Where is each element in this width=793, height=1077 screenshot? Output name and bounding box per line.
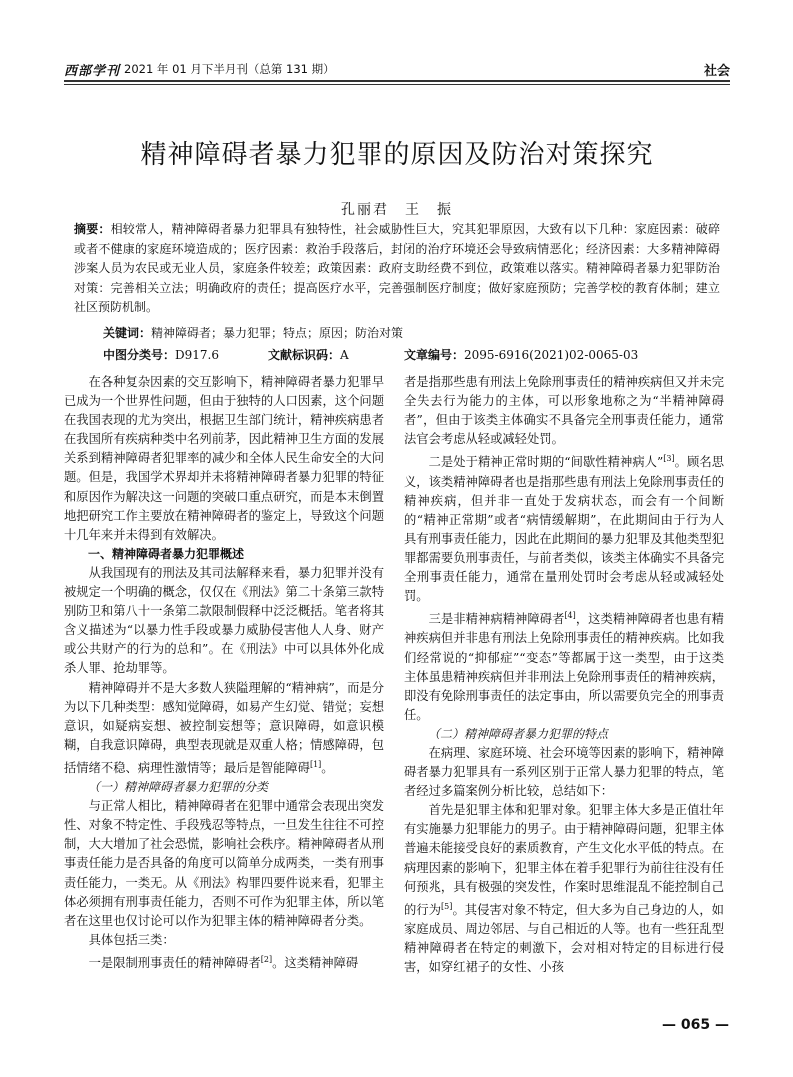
issue-info: 2021 年 01 月下半月刊（总第 131 期） xyxy=(124,62,335,76)
abstract-text: 相较常人，精神障碍者暴力犯罪具有独特性，社会威胁性巨大，究其犯罪原因，大致有以下几种：家庭因素：破碎或者不健康的家庭环境造成的；医疗因素：救治手段落后，封闭的治疗环境还会导致病情恶化；经济因素：大多精神障碍涉案人员为农民或无业人员，家庭条件较差；政策因素：政府支助经费不到位，政策难以落实。精神障碍者暴力犯罪防治对策：完善相关立法；明确政府的责任；提高医疗水平，完善强制医疗制度；做好家庭预防；完善学校的教育体制；建立社区预防机制。 xyxy=(74,222,720,314)
paragraph-text: 在各种复杂因素的交互影响下，精神障碍者暴力犯罪早已成为一个世界性问题，但由于独特的人口因素，这个问题在我国表现的尤为突出，根据卫生部门统计，精神疾病患者在我国所有疾病种类中名列前茅，因此精神卫生方面的发展关系到精神障碍者犯罪率的减少和全体人民生命安全的大问题。但是，我国学术界却并未将精神障碍者暴力犯罪的特征和原因作为解决这一问题的突破口重点研究，而是本末倒置地把研究工作主要放在精神障碍者的鉴定上，导致这个问题十几年来并未得到有效解决。 xyxy=(64,375,384,542)
journal-logo: 西部学刊 xyxy=(64,64,121,79)
section-label: 社会 xyxy=(703,64,730,79)
body-paragraph xyxy=(64,931,384,950)
abstract-label: 摘要： xyxy=(74,222,111,236)
article-title: 精神障碍者暴力犯罪的原因及防治对策探究 xyxy=(140,140,654,170)
paragraph-text: （二）精神障碍者暴力犯罪的特点 xyxy=(428,726,609,741)
citation-ref: [4] xyxy=(564,611,576,621)
paragraph-text: 首先是犯罪主体和犯罪对象。犯罪主体大多是正值壮年有实施暴力犯罪能力的男子。由于精神障碍问题，犯罪主体普遍未能接受良好的素质教育，产生文化水平低的特点。在病理因素的影响下，犯罪主体在着手犯罪行为前往往没有任何预兆，具有极强的突发性，作案时思维混乱不能控制自己的行为 xyxy=(404,803,724,917)
paragraph-text: 具体包括三类： xyxy=(88,932,175,947)
body-right-column xyxy=(404,373,724,977)
paragraph-text-tail: 。其侵害对象不特定，但大多为自己身边的人，如家庭成员、周边邻居、与自己相近的人等。也有一些狂乱型精神障碍者在特定的刺激下，会对相对特定的目标进行侵害，如穿红裙子的女性、小孩 xyxy=(404,902,724,975)
paragraph-text: 三是非精神病精神障碍者 xyxy=(428,612,565,627)
doc-label: 文献标识码： xyxy=(268,348,341,362)
paragraph-text: 二是处于精神正常时期的“间歇性精神病人” xyxy=(428,455,664,470)
citation-ref: [1] xyxy=(309,759,322,769)
clc-label: 中图分类号： xyxy=(103,348,176,362)
doc-code xyxy=(268,346,349,363)
body-paragraph xyxy=(404,606,724,725)
paragraph-text: 精神障碍并不是大多数人狭隘理解的“精神病”，而是分为以下几种类型：感知觉障碍，如易产生幻觉、错觉；妄想意识，如疑病妄想、被控制妄想等；意识障碍，如意识模糊，自我意识障碍，典型表现就是双重人格；情感障碍，包括情绪不稳、病理性激情等；最后是智能障碍 xyxy=(64,680,384,775)
body-paragraph xyxy=(64,797,384,931)
header-rule xyxy=(64,80,730,82)
keywords xyxy=(103,324,403,341)
page-number: — 065 — xyxy=(662,1017,729,1033)
subsection-heading xyxy=(64,778,384,797)
art-label: 文章编号： xyxy=(404,348,465,362)
paragraph-text: 者是指那些患有刑法上免除刑事责任的精神疾病但又并未完全失去行为能力的主体，可以形象地称之为“半精神障碍者”，但由于该类主体确实不具备完全刑事责任能力，通常法官会考虑从轻或减轻处罚。 xyxy=(404,375,724,447)
body-paragraph xyxy=(64,564,384,679)
abstract xyxy=(74,220,720,318)
body-paragraph xyxy=(404,449,724,606)
article-authors: 孔丽君 王 振 xyxy=(341,202,453,218)
paragraph-text: （一）精神障碍者暴力犯罪的分类 xyxy=(88,780,269,795)
article-number xyxy=(404,346,638,363)
paragraph-text-tail: 。 xyxy=(321,760,334,775)
body-paragraph xyxy=(404,373,724,449)
keywords-text: 精神障碍者；暴力犯罪；特点；原因；防治对策 xyxy=(151,326,404,340)
body-paragraph xyxy=(64,679,384,779)
subsection-heading xyxy=(404,725,724,744)
art-value: 2095-6916(2021)02-0065-03 xyxy=(464,348,639,362)
paragraph-text-tail: 。这类精神障碍 xyxy=(272,956,359,970)
paragraph-text: 一是限制刑事责任的精神障碍者 xyxy=(88,956,261,970)
paragraph-text: 一、精神障碍者暴力犯罪概述 xyxy=(88,546,245,561)
clc-number xyxy=(103,346,219,363)
body-left-column xyxy=(64,373,384,973)
body-paragraph xyxy=(64,373,384,545)
clc-value: D917.6 xyxy=(175,348,219,362)
keywords-label: 关键词： xyxy=(103,326,152,340)
body-paragraph xyxy=(404,801,724,977)
body-paragraph xyxy=(404,744,724,801)
paragraph-text: 从我国现有的刑法及其司法解释来看，暴力犯罪并没有被规定一个明确的概念，仅仅在《刑法》第二十条第三款特别防卫和第八十一条第二款限制假释中泛泛概括。笔者将其含义描述为“以暴力性手段或暴力威胁侵害他人人身、财产或公共财产的行为的总和”。在《刑法》中可以具体外化成杀人罪、抢劫罪等。 xyxy=(64,565,384,676)
citation-ref: [2] xyxy=(260,954,273,964)
citation-ref: [5] xyxy=(441,901,453,911)
paragraph-text-tail: ，这类精神障碍者也患有精神疾病但并非患有刑法上免除刑事责任的精神疾病。比如我们经常说的“抑郁症”“变态”等都属于这一类型，由于这类主体虽患精神疾病但并非刑法上免除刑事责任的精神疾病，即没有免除刑事责任的法定事由，所以需要负完全的刑事责任。 xyxy=(404,612,724,722)
running-header xyxy=(64,58,730,80)
paragraph-text-tail: 。顾名思义，该类精神障碍者也是指那些患有刑法上免除刑事责任的精神疾病，但并非一直处于发病状态，而会有一个间断的“精神正常期”或者“病情缓解期”，在此期间由于行为人具有刑事责任能力，因此在此期间的暴力犯罪及其他类型犯罪都需要负刑事责任，与前者类似，该类主体确实不具备完全刑事责任能力，通常在量刑处罚时会考虑从轻或减轻处罚。 xyxy=(404,455,724,604)
header-rule-thin xyxy=(64,84,730,85)
citation-ref: [3] xyxy=(663,454,675,464)
body-paragraph xyxy=(64,950,384,973)
doc-value: A xyxy=(340,348,349,362)
section-heading xyxy=(64,545,384,564)
paragraph-text: 在病理、家庭环境、社会环境等因素的影响下，精神障碍者暴力犯罪具有一系列区别于正常人暴力犯罪的特点，笔者经过多篇案例分析比较，总结如下： xyxy=(404,745,724,799)
paragraph-text: 与正常人相比，精神障碍者在犯罪中通常会表现出突发性、对象不特定性、手段残忍等特点，一旦发生往往不可控制，大大增加了社会恐慌，影响社会秩序。精神障碍者从刑事责任能力是否具备的角度可以简单分成两类，一类有刑事责任能力，一类无。从《刑法》构罪四要件说来看，犯罪主体必须拥有刑事责任能力，否则不可作为犯罪主体，所以笔者在这里也仅讨论可以作为犯罪主体的精神障碍者分类。 xyxy=(64,799,384,928)
